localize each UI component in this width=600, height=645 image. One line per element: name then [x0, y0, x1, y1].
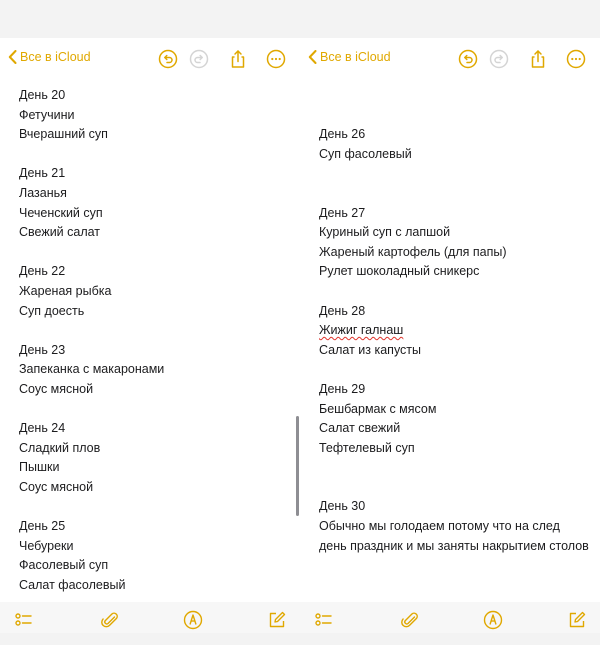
- blank-line: [319, 478, 589, 498]
- note-line: Салат из капусты: [319, 342, 422, 357]
- blank-line: [319, 184, 589, 204]
- note-line: Запеканка с макаронами: [19, 362, 165, 377]
- note-line: [319, 321, 589, 341]
- blank-line: [319, 86, 589, 106]
- more-icon[interactable]: [266, 49, 286, 69]
- blank-line: [19, 400, 289, 420]
- compose-icon[interactable]: [267, 610, 287, 630]
- note-line: Бешбармак с мясом: [319, 401, 437, 416]
- markup-icon[interactable]: [483, 610, 503, 630]
- attachment-icon[interactable]: [100, 610, 120, 630]
- redo-icon[interactable]: [489, 49, 509, 69]
- checklist-icon[interactable]: [314, 610, 334, 630]
- day-heading: День 21: [19, 166, 66, 181]
- chevron-left-icon: [8, 50, 17, 64]
- blank-line: [319, 458, 589, 478]
- undo-icon[interactable]: [158, 49, 178, 69]
- navigation-bar: [0, 38, 300, 82]
- note-line: Фетучини: [19, 107, 75, 122]
- note-line: Рулет шоколадный сникерс: [319, 264, 480, 279]
- blank-line: [19, 497, 289, 517]
- share-icon[interactable]: [228, 49, 248, 69]
- day-heading: День 28: [319, 303, 366, 318]
- blank-line: [319, 282, 589, 302]
- checklist-icon[interactable]: [14, 610, 34, 630]
- day-heading: День 24: [19, 421, 66, 436]
- note-line: Свежий салат: [19, 225, 101, 240]
- day-heading: День 23: [19, 342, 66, 357]
- back-label: Все в iCloud: [20, 50, 91, 64]
- blank-line: [319, 106, 589, 126]
- blank-line: [19, 321, 289, 341]
- blank-line: [19, 243, 289, 263]
- note-line: Пышки: [19, 460, 60, 475]
- note-line: Суп доесть: [19, 303, 85, 318]
- misspelled-text[interactable]: Жижиг галнаш: [319, 323, 404, 338]
- blank-line: [319, 360, 589, 380]
- more-icon[interactable]: [566, 49, 586, 69]
- note-body[interactable]: [319, 86, 589, 556]
- note-line: Суп фасолевый: [319, 146, 412, 161]
- compose-icon[interactable]: [567, 610, 587, 630]
- note-body[interactable]: [19, 86, 289, 595]
- home-indicator-area: [0, 633, 600, 645]
- redo-icon[interactable]: [189, 49, 209, 69]
- navigation-bar: [300, 38, 600, 82]
- back-label: Все в iCloud: [320, 50, 391, 64]
- day-heading: День 30: [319, 499, 366, 514]
- note-line: Вчерашний суп: [19, 127, 108, 142]
- status-bar-area: [0, 0, 600, 38]
- note-line: Соус мясной: [19, 381, 94, 396]
- note-line: Жареная рыбка: [19, 283, 112, 298]
- note-line: Куриный суп с лапшой: [319, 225, 451, 240]
- note-line: Тефтелевый суп: [319, 440, 415, 455]
- note-line: Обычно мы голодаем потому что на след день праздник и мы заняты накрытием столов: [319, 519, 589, 553]
- undo-icon[interactable]: [458, 49, 478, 69]
- day-heading: День 22: [19, 264, 66, 279]
- day-heading: День 27: [319, 205, 366, 220]
- blank-line: [319, 164, 589, 184]
- markup-icon[interactable]: [183, 610, 203, 630]
- note-line: Фасолевый суп: [19, 558, 109, 573]
- day-heading: День 29: [319, 381, 366, 396]
- note-line: Чебуреки: [19, 538, 74, 553]
- day-heading: День 25: [19, 519, 66, 534]
- blank-line: [19, 145, 289, 165]
- note-line: Соус мясной: [19, 479, 94, 494]
- note-pane-left: [0, 38, 300, 645]
- day-heading: День 26: [319, 127, 366, 142]
- note-line: Жареный картофель (для папы): [319, 244, 507, 259]
- chevron-left-icon: [308, 50, 317, 64]
- back-button[interactable]: [8, 50, 91, 64]
- share-icon[interactable]: [528, 49, 548, 69]
- note-line: Салат свежий: [319, 421, 401, 436]
- note-line: Чеченский суп: [19, 205, 103, 220]
- attachment-icon[interactable]: [400, 610, 420, 630]
- day-heading: День 20: [19, 88, 66, 102]
- back-button[interactable]: [308, 50, 391, 64]
- note-line: Сладкий плов: [19, 440, 101, 455]
- note-pane-right: [300, 38, 600, 645]
- scroll-indicator[interactable]: [296, 416, 299, 516]
- note-line: Салат фасолевый: [19, 577, 126, 592]
- note-line: Лазанья: [19, 185, 67, 200]
